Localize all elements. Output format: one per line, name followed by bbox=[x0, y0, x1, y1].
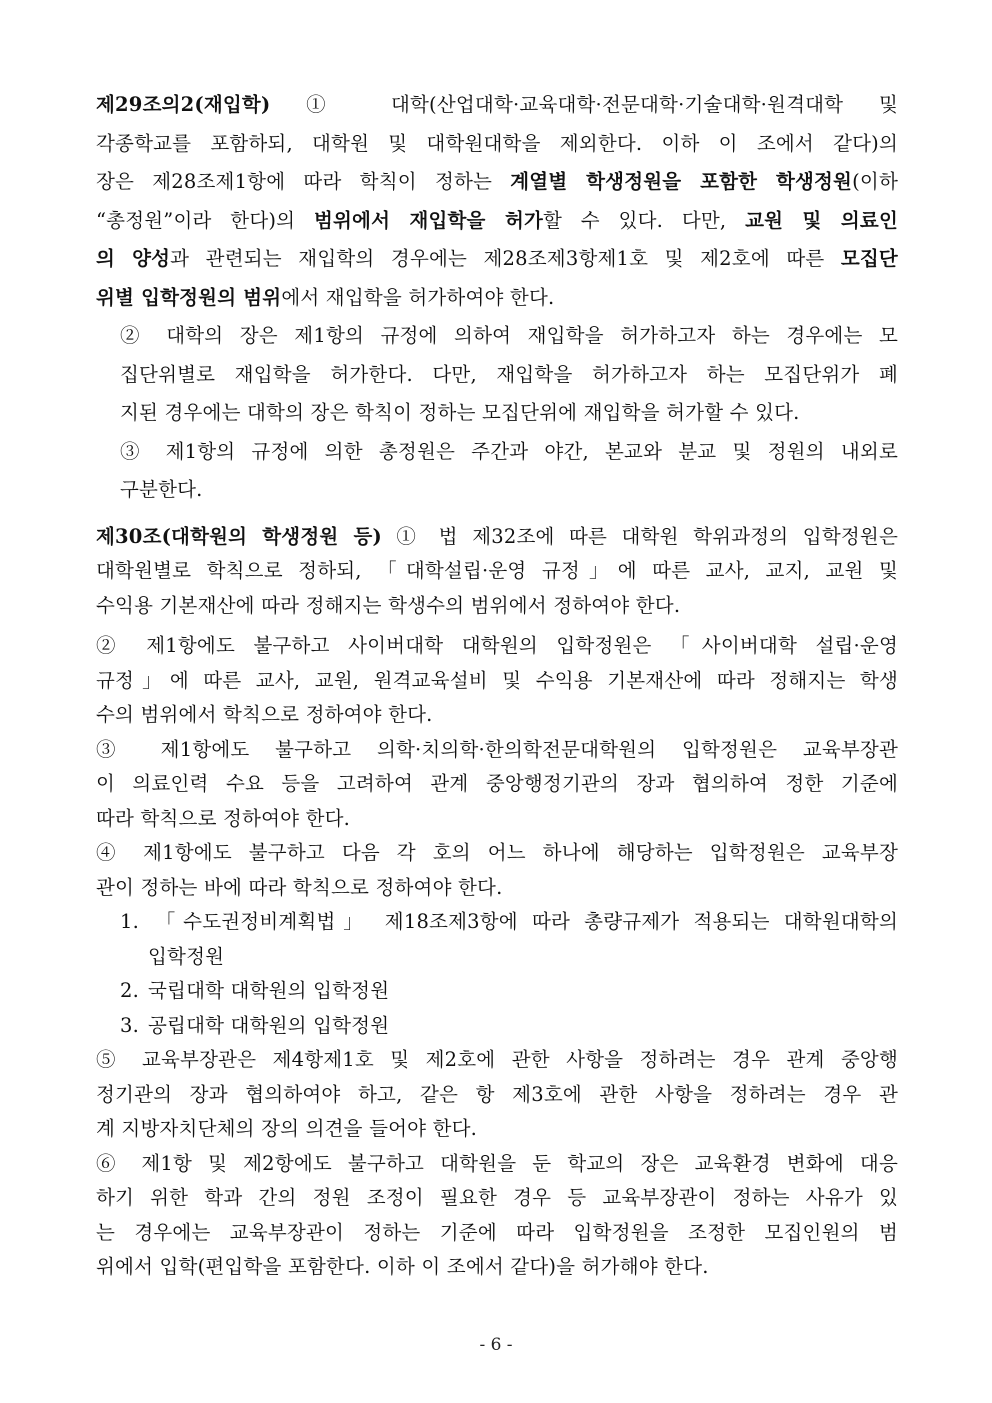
article-29-2-line: 위별 입학정원의 범위에서 재입학을 허가하여야 한다. bbox=[96, 285, 555, 309]
paragraph-line: 구분한다. bbox=[120, 478, 203, 501]
article-29-2-line: 각종학교를 포함하되, 대학원 및 대학원대학을 제외한다. 이하 이 조에서 같다)의 bbox=[96, 131, 898, 155]
article-title: 제30조(대학원의 학생정원 등) bbox=[96, 524, 382, 548]
paragraph-line: 관이 정하는 바에 따라 학칙으로 정하여야 한다. bbox=[96, 875, 503, 899]
article-29-2-line: “총정원”이라 한다)의 범위에서 재입학을 허가할 수 있다. 다만, 교원 및 의료인 bbox=[96, 208, 898, 232]
paragraph-line: ② 제1항에도 불구하고 사이버대학 대학원의 입학정원은 「사이버대학 설립·운영 bbox=[96, 634, 898, 657]
paragraph-line: ⑤ 교육부장관은 제4항제1호 및 제2호에 관한 사항을 정하려는 경우 관계 중앙행 bbox=[96, 1048, 898, 1071]
paragraph-line: 정기관의 장과 협의하여야 하고, 같은 항 제3호에 관한 사항을 정하려는 경우 관 bbox=[96, 1082, 898, 1106]
paragraph-line: ③ 제1항에도 불구하고 의학·치의학·한의학전문대학원의 입학정원은 교육부장관 bbox=[96, 737, 898, 761]
paragraph-line: 수의 범위에서 학칙으로 정하여야 한다. bbox=[96, 703, 433, 726]
paragraph-3 bbox=[96, 733, 898, 837]
paragraph-line: 하기 위한 학과 간의 정원 조정이 필요한 경우 등 교육부장관이 정하는 사유가 있 bbox=[96, 1186, 898, 1209]
paragraph-line: ② 대학의 장은 제1항의 규정에 의하여 재입학을 허가하고자 하는 경우에는 모 bbox=[120, 324, 898, 347]
article-29-2-line: 장은 제28조제1항에 따라 학칙이 정하는 계열별 학생정원을 포함한 학생정원(이하 bbox=[96, 170, 898, 193]
article-30-line: 대학원별로 학칙으로 정하되, 「대학설립·운영 규정」에 따른 교사, 교지, 교원 및 bbox=[96, 559, 898, 582]
paragraph-2 bbox=[96, 629, 898, 733]
paragraph-4 bbox=[96, 836, 898, 905]
article-30 bbox=[96, 520, 898, 1285]
list-item-continuation: 입학정원 bbox=[148, 944, 225, 968]
article-30-line: 제30조(대학원의 학생정원 등) ① 법 제32조에 따른 대학원 학위과정의 입학정원은 bbox=[96, 524, 898, 548]
article-29-2-line: 의 양성과 관련되는 재입학의 경우에는 제28조제3항제1호 및 제2호에 따른 모집단 bbox=[96, 247, 898, 270]
article-title: 제29조의2(재입학) bbox=[96, 93, 271, 116]
paragraph-line: 따라 학칙으로 정하여야 한다. bbox=[96, 806, 351, 830]
article-29-2-line: 제29조의2(재입학) ① 대학(산업대학·교육대학·전문대학·기술대학·원격대학 및 bbox=[96, 93, 898, 116]
paragraph-line: 집단위별로 재입학을 허가한다. 다만, 재입학을 허가하고자 하는 모집단위가 폐 bbox=[120, 362, 898, 386]
paragraph-line: ③ 제1항의 규정에 의한 총정원은 주간과 야간, 본교와 분교 및 정원의 내외로 bbox=[120, 439, 898, 463]
numbered-list bbox=[96, 905, 898, 1043]
paragraph-line: 이 의료인력 수요 등을 고려하여 관계 중앙행정기관의 장과 협의하여 정한 기준에 bbox=[96, 772, 898, 795]
paragraph-line: 계 지방자치단체의 장의 의견을 들어야 한다. bbox=[96, 1117, 478, 1140]
paragraph-line: 규정」에 따른 교사, 교원, 원격교육설비 및 수익용 기본재산에 따라 정해지는 학생 bbox=[96, 668, 898, 692]
paragraph-line: 위에서 입학(편입학을 포함한다. 이하 이 조에서 같다)을 허가해야 한다. bbox=[96, 1255, 709, 1278]
paragraph-2 bbox=[96, 317, 898, 433]
paragraph-line: 지된 경우에는 대학의 장은 학칙이 정하는 모집단위에 재입학을 허가할 수 있다. bbox=[120, 401, 800, 424]
paragraph-6 bbox=[96, 1147, 898, 1285]
article-30-line: 수익용 기본재산에 따라 정해지는 학생수의 범위에서 정하여야 한다. bbox=[96, 593, 681, 617]
page-number: - 6 - bbox=[479, 1335, 513, 1355]
document-page bbox=[96, 86, 898, 1285]
article-29-2 bbox=[96, 86, 898, 510]
list-item: 2. 국립대학 대학원의 입학정원 bbox=[120, 979, 390, 1002]
paragraph-line: 는 경우에는 교육부장관이 정하는 기준에 따라 입학정원을 조정한 모집인원의 범 bbox=[96, 1220, 898, 1244]
list-item: 3. 공립대학 대학원의 입학정원 bbox=[120, 1013, 390, 1037]
list-item: 1. 「수도권정비계획법」 제18조제3항에 따라 총량규제가 적용되는 대학원대학의 bbox=[120, 910, 898, 933]
paragraph-5 bbox=[96, 1043, 898, 1147]
paragraph-3 bbox=[96, 433, 898, 510]
paragraph-line: ④ 제1항에도 불구하고 다음 각 호의 어느 하나에 해당하는 입학정원은 교육부장 bbox=[96, 841, 898, 864]
paragraph-line: ⑥ 제1항 및 제2항에도 불구하고 대학원을 둔 학교의 장은 교육환경 변화에 대응 bbox=[96, 1151, 898, 1175]
